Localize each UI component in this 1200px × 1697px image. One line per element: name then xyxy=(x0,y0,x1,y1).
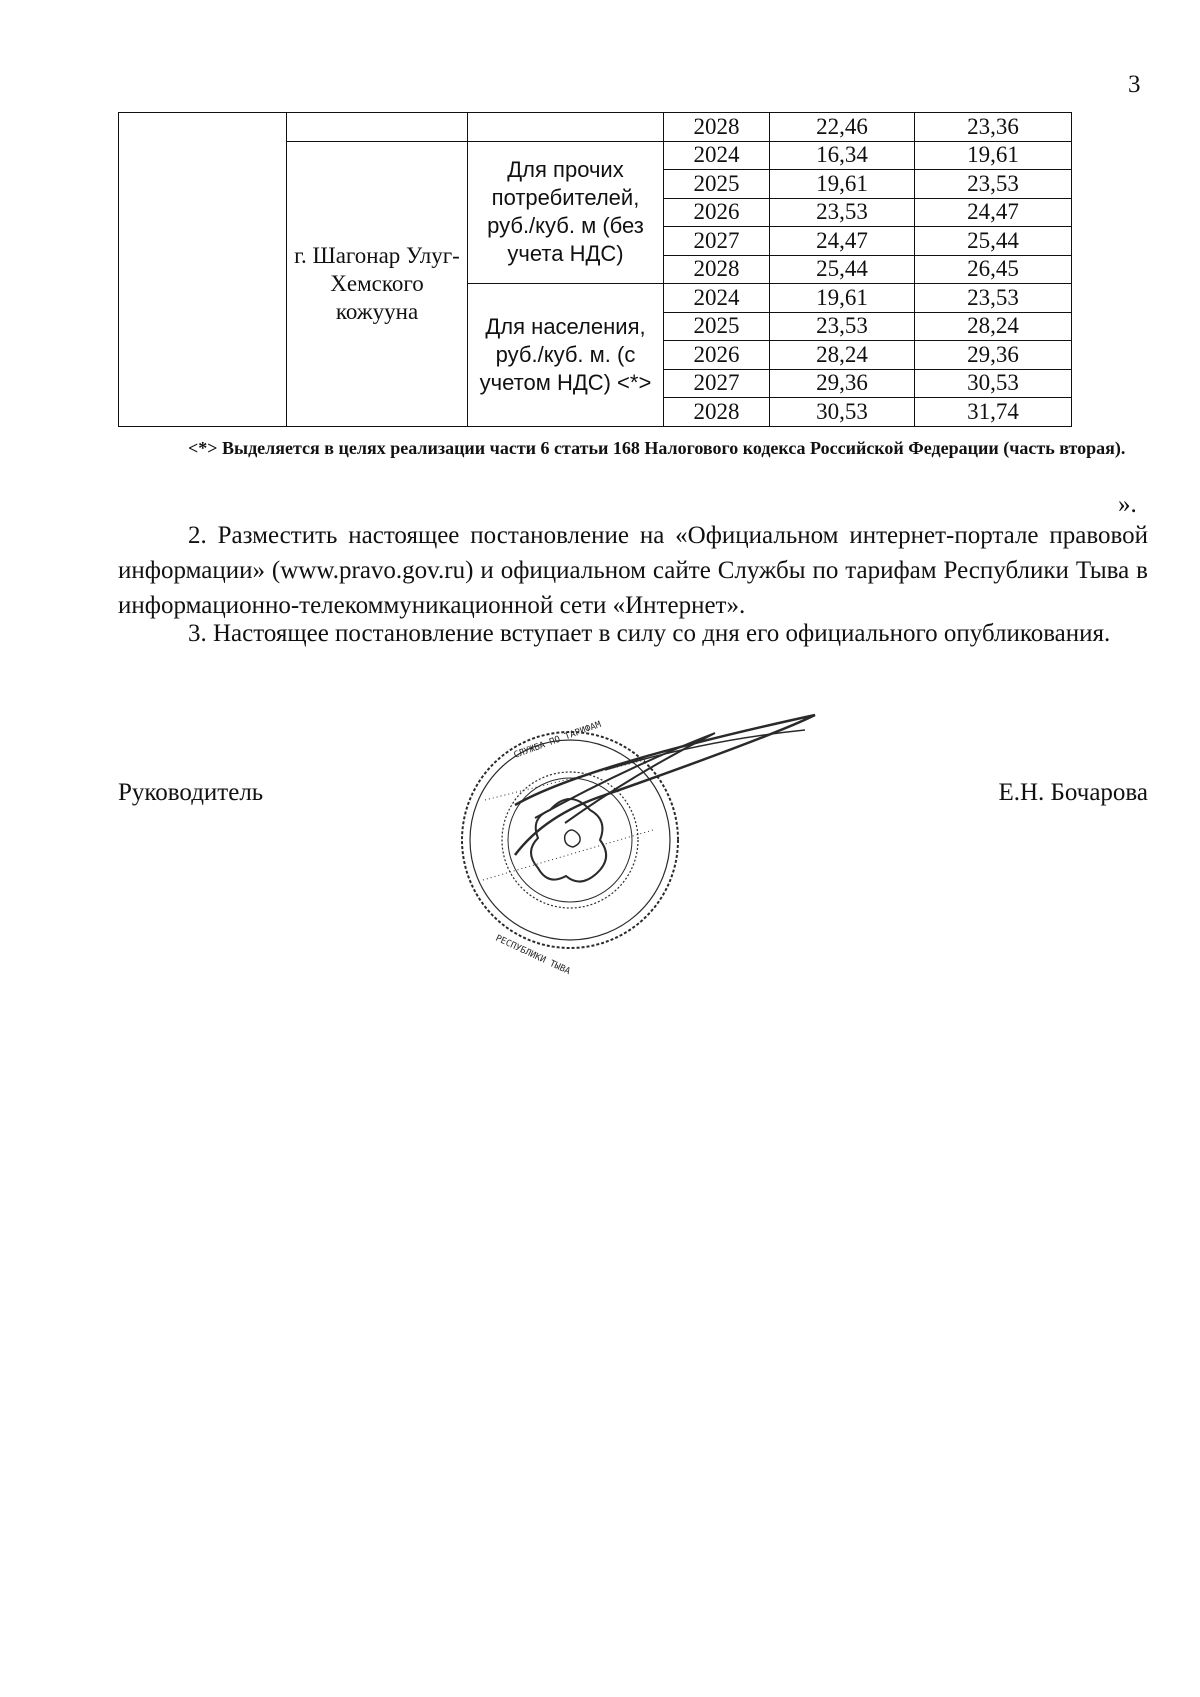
svg-text:РЕСПУБЛИКИ ТЫВА: РЕСПУБЛИКИ ТЫВА xyxy=(493,933,572,978)
stamp-seal-icon xyxy=(455,700,835,980)
value-cell: 29,36 xyxy=(770,369,915,398)
year-cell: 2025 xyxy=(664,170,770,199)
value-cell: 25,44 xyxy=(770,255,915,284)
year-cell: 2024 xyxy=(664,141,770,170)
value-cell: 26,45 xyxy=(915,255,1072,284)
value-cell: 23,53 xyxy=(915,284,1072,313)
value-cell: 23,53 xyxy=(770,312,915,341)
consumer-group-cell: Для населения, руб./куб. м. (с учетом НДС) <*> xyxy=(468,284,664,427)
value-cell: 25,44 xyxy=(915,227,1072,256)
signer-position: Руководитель xyxy=(118,779,264,806)
blank-cell xyxy=(287,113,468,142)
blank-cell xyxy=(468,113,664,142)
year-cell: 2024 xyxy=(664,284,770,313)
value-cell: 19,61 xyxy=(770,170,915,199)
year-cell: 2028 xyxy=(664,113,770,142)
year-cell: 2028 xyxy=(664,398,770,427)
consumer-group-cell: Для прочих потребителей, руб./куб. м (без учета НДС) xyxy=(468,141,664,284)
value-cell: 23,53 xyxy=(915,170,1072,199)
paragraph-2: 2. Разместить настоящее постановление на «Официальном интернет-портале правовой информации» (www.pravo.gov.ru) и официальном сайте Службы по тарифам Республики Тыва в информационно-телекоммуникационной сети «Интернет». xyxy=(118,522,1148,619)
signer-name: Е.Н. Бочарова xyxy=(998,779,1148,806)
value-cell: 19,61 xyxy=(915,141,1072,170)
value-cell: 30,53 xyxy=(915,369,1072,398)
year-cell: 2025 xyxy=(664,312,770,341)
page-number: 3 xyxy=(1128,71,1141,98)
paragraph-3: 3. Настоящее постановление вступает в силу со дня его официального опубликования. xyxy=(188,620,1111,647)
value-cell: 19,61 xyxy=(770,284,915,313)
year-cell: 2028 xyxy=(664,255,770,284)
closing-quote: ». xyxy=(1118,491,1137,518)
value-cell: 16,34 xyxy=(770,141,915,170)
value-cell: 28,24 xyxy=(770,341,915,370)
year-cell: 2026 xyxy=(664,198,770,227)
value-cell: 31,74 xyxy=(915,398,1072,427)
value-cell: 28,24 xyxy=(915,312,1072,341)
value-cell: 24,47 xyxy=(915,198,1072,227)
tariff-table xyxy=(118,112,1072,427)
year-cell: 2027 xyxy=(664,369,770,398)
region-cell: г. Шагонар Улуг-Хемского кожууна xyxy=(287,141,468,426)
value-cell: 23,36 xyxy=(915,113,1072,142)
value-cell: 22,46 xyxy=(770,113,915,142)
table-row xyxy=(119,113,1072,142)
year-cell: 2027 xyxy=(664,227,770,256)
official-stamp xyxy=(455,700,835,980)
value-cell: 24,47 xyxy=(770,227,915,256)
value-cell: 23,53 xyxy=(770,198,915,227)
value-cell: 29,36 xyxy=(915,341,1072,370)
blank-left-cell xyxy=(119,113,287,427)
value-cell: 30,53 xyxy=(770,398,915,427)
footnote: <*> Выделяется в целях реализации части 6 статьи 168 Налогового кодекса Российской Федерации (часть вторая). xyxy=(188,438,1126,458)
year-cell: 2026 xyxy=(664,341,770,370)
svg-text:СЛУЖБА ПО ТАРИФАМ: СЛУЖБА ПО ТАРИФАМ xyxy=(512,719,603,761)
